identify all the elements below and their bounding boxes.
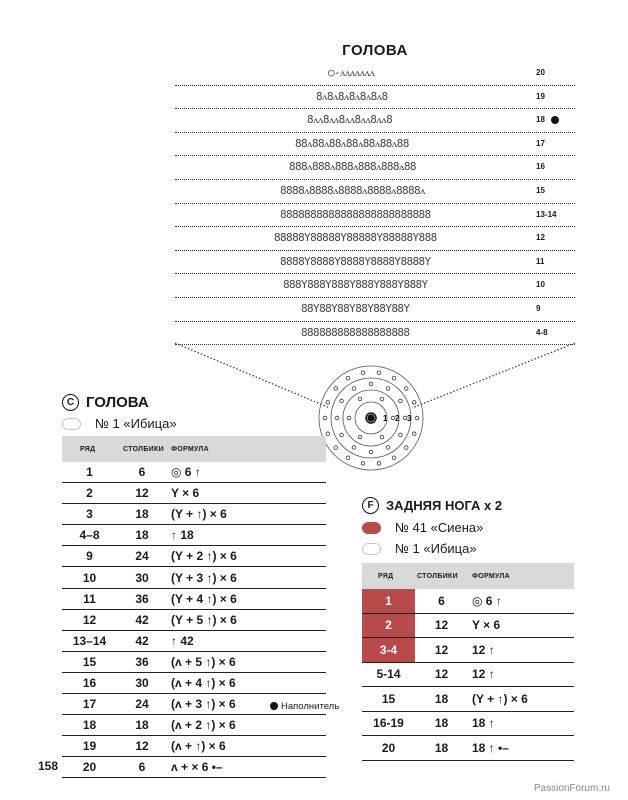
stitch-mark	[334, 387, 338, 391]
table-row	[62, 736, 326, 757]
table-row	[362, 711, 574, 736]
count-cell: 42	[117, 609, 167, 630]
section-c-title: ГОЛОВА	[86, 394, 149, 411]
count-cell: 42	[117, 630, 167, 651]
row-cell: 2	[62, 483, 117, 504]
stitch-mark	[377, 462, 381, 466]
table-f	[362, 563, 574, 761]
magic-ring-icon	[366, 413, 376, 423]
stitch-mark	[380, 435, 384, 439]
yarn-swatch	[362, 522, 381, 534]
chart-row-stitches: 888888888888888888	[301, 325, 410, 339]
count-cell: 12	[415, 613, 468, 638]
table-row	[62, 651, 326, 672]
formula-cell: ◎ 6 ↑	[167, 462, 326, 483]
formula-cell: (ᴧ + 4 ↑) × 6	[167, 672, 326, 693]
section-f-letter: F	[362, 497, 379, 514]
chart-title: ГОЛОВА	[342, 42, 408, 59]
formula-cell: ◎ 6 ↑	[468, 589, 574, 613]
yarn-c-label: № 1 «Ибица»	[95, 416, 177, 431]
table-row	[62, 525, 326, 546]
stitch-mark	[412, 400, 416, 404]
formula-cell: (Y + ↑) × 6	[167, 504, 326, 525]
stitch-mark	[403, 416, 407, 420]
count-cell: 24	[117, 694, 167, 715]
stitch-mark	[399, 433, 403, 437]
stuffing-note-label: Наполнитель	[281, 701, 340, 712]
section-f-title: ЗАДНЯЯ НОГА x 2	[386, 498, 503, 513]
count-cell: 6	[117, 757, 167, 778]
row-cell: 18	[62, 715, 117, 736]
chart-row	[175, 109, 575, 133]
section-f-header	[362, 497, 502, 514]
count-cell: 12	[415, 662, 468, 687]
table-row	[62, 609, 326, 630]
formula-cell: 18 ↑	[468, 711, 574, 736]
stitch-mark	[334, 446, 338, 450]
table-row	[362, 736, 574, 761]
chart-row	[175, 227, 575, 251]
yarn-f-1-label: № 41 «Сиена»	[395, 520, 484, 535]
stitch-mark	[369, 450, 373, 454]
col-header-count: СТОЛБИКИ	[117, 436, 167, 462]
stitch-mark	[361, 371, 365, 375]
stitch-mark	[347, 416, 351, 420]
chart-row-stitches: 88888Y88888Y88888Y88888Y888	[274, 231, 437, 245]
watermark: PassionForum.ru	[533, 783, 610, 794]
stitch-mark	[415, 416, 419, 420]
stuffing-marker-icon	[551, 116, 559, 124]
formula-cell: ↑ 42	[167, 630, 326, 651]
row-cell: 20	[62, 757, 117, 778]
table-row	[62, 630, 326, 651]
stitch-mark	[346, 456, 350, 460]
formula-cell: (Y + ↑) × 6	[468, 687, 574, 712]
chart-row	[175, 133, 575, 157]
formula-cell: (ᴧ + 3 ↑) × 6	[167, 694, 326, 715]
count-cell: 12	[117, 736, 167, 757]
stitch-mark	[326, 400, 330, 404]
chart-row-stitches: 8888888888888888888888888	[280, 207, 431, 221]
row-cell: 13–14	[62, 630, 117, 651]
table-row	[62, 567, 326, 588]
formula-cell: (Y + 3 ↑) × 6	[167, 567, 326, 588]
ring	[355, 402, 387, 434]
stitch-mark	[335, 416, 339, 420]
stitch-mark	[399, 399, 403, 403]
table-row	[362, 613, 574, 638]
formula-cell: 12 ↑	[468, 638, 574, 663]
yarn-f-2	[362, 541, 477, 556]
formula-cell: (Y + 2 ↑) × 6	[167, 546, 326, 567]
yarn-swatch	[362, 543, 381, 555]
row-cell: 5-14	[362, 662, 415, 687]
row-cell: 19	[62, 736, 117, 757]
formula-cell: ᴧ + × 6 •–	[167, 757, 326, 778]
formula-cell: (Y + 5 ↑) × 6	[167, 609, 326, 630]
row-cell: 16-19	[362, 711, 415, 736]
stitch-mark	[386, 387, 390, 391]
chart-row-stitches: 88ᴧ88ᴧ88ᴧ88ᴧ88ᴧ88ᴧ88	[295, 136, 409, 150]
row-cell: 2	[362, 613, 415, 638]
count-cell: 12	[117, 483, 167, 504]
stitch-mark	[412, 432, 416, 436]
stitch-mark	[352, 446, 356, 450]
chart-row	[175, 156, 575, 180]
chart-row-label: 17	[536, 138, 545, 148]
chart-row	[175, 274, 575, 298]
chart-row-stitches: 888Y888Y888Y888Y888Y888Y	[283, 278, 428, 292]
yarn-c	[62, 416, 177, 431]
row-cell: 3	[62, 504, 117, 525]
count-cell: 24	[117, 546, 167, 567]
row-cell: 9	[62, 546, 117, 567]
row-cell: 1	[62, 462, 117, 483]
ring-label: 3	[407, 414, 412, 423]
stuffing-icon	[270, 702, 278, 710]
stitch-mark	[340, 399, 344, 403]
count-cell: 6	[415, 589, 468, 613]
formula-cell: (ᴧ + ↑) × 6	[167, 736, 326, 757]
stitch-mark	[361, 462, 365, 466]
col-header-row: РЯД	[62, 436, 117, 462]
col-header-formula: ФОРМУЛА	[167, 436, 326, 462]
table-row	[362, 662, 574, 687]
count-cell: 18	[415, 687, 468, 712]
chart-row-stitches: 8ᴧᴧ8ᴧᴧ8ᴧᴧ8ᴧᴧ8ᴧᴧ8	[307, 113, 393, 127]
col-header-count: СТОЛБИКИ	[415, 563, 468, 589]
table-row	[362, 638, 574, 663]
count-cell: 18	[117, 504, 167, 525]
stitch-mark	[404, 387, 408, 391]
chart-row-label: 12	[536, 233, 545, 243]
count-cell: 30	[117, 567, 167, 588]
chart-row-stitches: 888ᴧ888ᴧ888ᴧ888ᴧ888ᴧ88	[289, 160, 416, 174]
row-cell: 17	[62, 694, 117, 715]
row-cell: 1	[362, 589, 415, 613]
chart-row-stitches: 88Y88Y88Y88Y88Y88Y	[301, 301, 410, 315]
ring-label: 2	[395, 414, 400, 423]
formula-cell: (ᴧ + 2 ↑) × 6	[167, 715, 326, 736]
table-row	[62, 504, 326, 525]
magic-ring-icon	[368, 415, 374, 421]
col-header-formula: ФОРМУЛА	[468, 563, 574, 589]
row-cell: 15	[362, 687, 415, 712]
stitch-mark	[358, 397, 362, 401]
table-row	[62, 546, 326, 567]
stitch-mark	[380, 397, 384, 401]
table-row	[362, 589, 574, 613]
count-cell: 36	[117, 588, 167, 609]
chart-row-label: 15	[536, 185, 545, 195]
chart-row	[175, 62, 575, 86]
count-cell: 18	[415, 736, 468, 761]
formula-cell: Y × 6	[167, 483, 326, 504]
stitch-mark	[352, 387, 356, 391]
chart-row-stitches: 8888Y8888Y8888Y8888Y8888Y	[280, 254, 431, 268]
stitch-mark	[323, 416, 327, 420]
section-c-letter: C	[62, 394, 79, 411]
stitch-chart	[175, 62, 575, 345]
chart-row-stitches: 8ᴧ8ᴧ8ᴧ8ᴧ8ᴧ8ᴧ8	[316, 89, 388, 103]
ring	[331, 378, 411, 458]
stitch-mark	[391, 416, 395, 420]
formula-cell: 18 ↑ •–	[468, 736, 574, 761]
chart-row-stitches: ○-ᴧᴧᴧᴧᴧᴧᴧ	[328, 66, 375, 79]
chart-row-label: 4-8	[536, 327, 548, 337]
yarn-swatch	[62, 418, 81, 430]
table-row	[362, 687, 574, 712]
chart-row-stitches: 8888ᴧ8888ᴧ8888ᴧ8888ᴧ8888ᴧ	[280, 183, 425, 197]
table-row	[62, 757, 326, 778]
count-cell: 18	[117, 715, 167, 736]
table-row	[62, 483, 326, 504]
chart-row	[175, 322, 575, 346]
chart-row-label: 18	[536, 115, 545, 125]
row-cell: 16	[62, 672, 117, 693]
formula-cell: (Y + 4 ↑) × 6	[167, 588, 326, 609]
count-cell: 18	[117, 525, 167, 546]
table-row	[62, 588, 326, 609]
yarn-f-1	[362, 520, 483, 535]
chart-row	[175, 204, 575, 228]
stuffing-note	[270, 701, 339, 712]
formula-cell: Y × 6	[468, 613, 574, 638]
count-cell: 30	[117, 672, 167, 693]
formula-cell: 12 ↑	[468, 662, 574, 687]
chart-row	[175, 298, 575, 322]
table-row	[62, 715, 326, 736]
stitch-mark	[358, 435, 362, 439]
stitch-mark	[346, 376, 350, 380]
yarn-f-2-label: № 1 «Ибица»	[395, 541, 477, 556]
formula-cell: ↑ 18	[167, 525, 326, 546]
table-row	[62, 672, 326, 693]
row-cell: 4–8	[62, 525, 117, 546]
row-cell: 15	[62, 651, 117, 672]
formula-cell: (ᴧ + 5 ↑) × 6	[167, 651, 326, 672]
row-cell: 20	[362, 736, 415, 761]
row-cell: 3-4	[362, 638, 415, 663]
stitch-mark	[386, 446, 390, 450]
table-row	[62, 462, 326, 483]
stitch-mark	[377, 371, 381, 375]
count-cell: 6	[117, 462, 167, 483]
chart-row	[175, 86, 575, 110]
row-cell: 11	[62, 588, 117, 609]
chart-row-label: 16	[536, 162, 545, 172]
stitch-mark	[392, 456, 396, 460]
count-cell: 12	[415, 638, 468, 663]
section-c-header	[62, 394, 149, 411]
row-cell: 10	[62, 567, 117, 588]
page-number: 158	[38, 759, 59, 773]
stitch-mark	[392, 376, 396, 380]
chart-row-label: 19	[536, 91, 545, 101]
count-cell: 36	[117, 651, 167, 672]
stitch-mark	[369, 382, 373, 386]
count-cell: 18	[415, 711, 468, 736]
ring	[343, 390, 399, 446]
chart-row	[175, 251, 575, 275]
chart-row	[175, 180, 575, 204]
stitch-mark	[340, 433, 344, 437]
chart-row-label: 10	[536, 280, 545, 290]
chart-row-label: 13-14	[536, 209, 557, 219]
chart-row-label: 20	[536, 68, 545, 77]
chart-row-label: 9	[536, 303, 541, 313]
col-header-row: РЯД	[362, 563, 415, 589]
ring-label: 1	[383, 414, 388, 423]
chart-row-label: 11	[536, 256, 545, 266]
ring	[319, 366, 423, 470]
stitch-mark	[404, 446, 408, 450]
stitch-mark	[326, 432, 330, 436]
row-cell: 12	[62, 609, 117, 630]
table-c	[62, 436, 326, 778]
